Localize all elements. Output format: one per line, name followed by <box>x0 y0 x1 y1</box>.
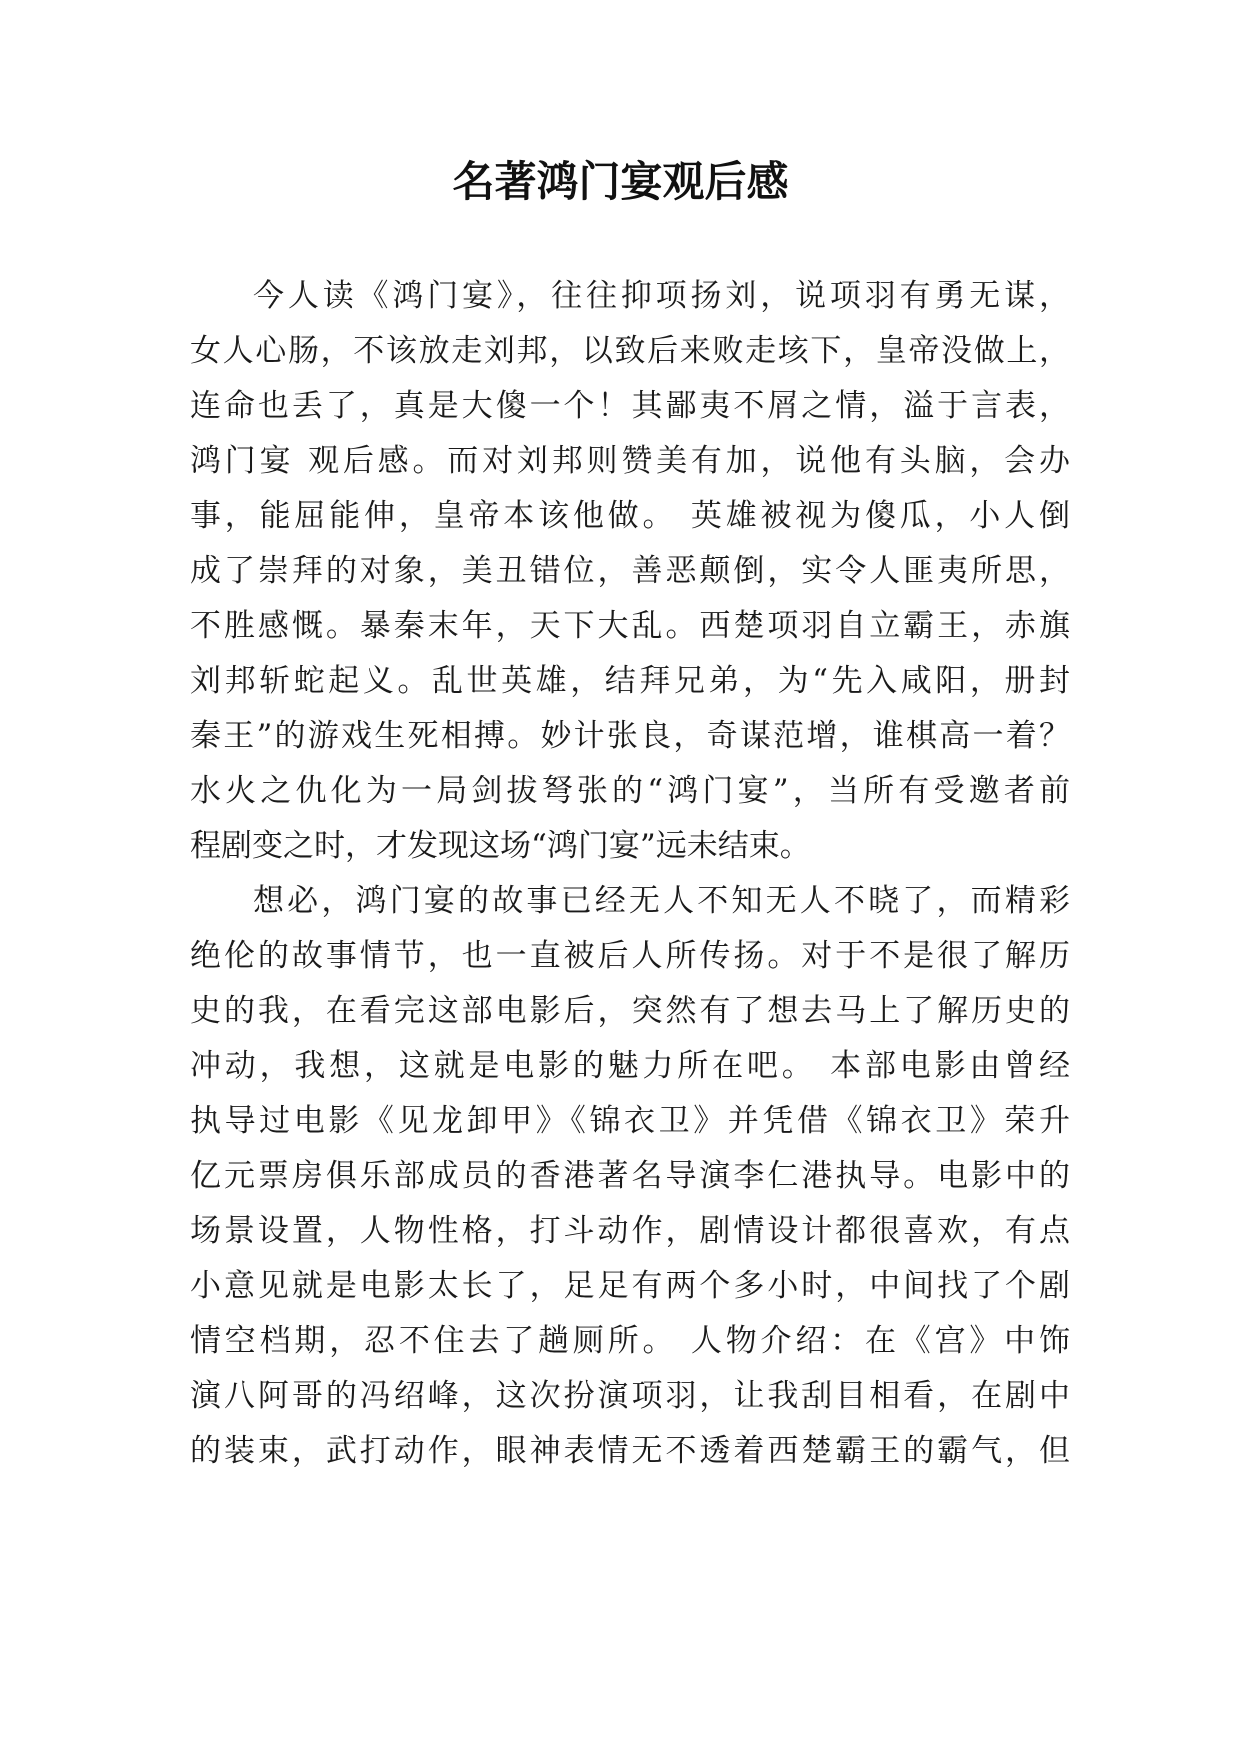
paragraph-2-line-2: 绝伦的故事情节，也一直被后人所传扬。对于不是很了解历 <box>190 938 1070 974</box>
paragraph-1-line-6: 成了崇拜的对象，美丑错位，善恶颠倒，实令人匪夷所思， <box>190 553 1070 589</box>
paragraph-1-line-4: 鸿门宴 观后感。而对刘邦则赞美有加，说他有头脑，会办 <box>190 443 1070 479</box>
document-title: 名著鸿门宴观后感 <box>452 157 789 206</box>
paragraph-2-line-5: 执导过电影《见龙卸甲》《锦衣卫》并凭借《锦衣卫》荣升 <box>190 1103 1070 1139</box>
paragraph-1-line-7: 不胜感慨。暴秦末年，天下大乱。西楚项羽自立霸王，赤旗 <box>190 608 1070 644</box>
paragraph-2-line-7: 场景设置，人物性格，打斗动作，剧情设计都很喜欢，有点 <box>190 1213 1070 1249</box>
paragraph-1-line-1: 今人读《鸿门宴》，往往抑项扬刘，说项羽有勇无谋， <box>253 278 1070 314</box>
paragraph-1-line-5: 事，能屈能伸，皇帝本该他做。 英雄被视为傻瓜，小人倒 <box>190 498 1070 534</box>
paragraph-1-line-9: 秦王”的游戏生死相搏。妙计张良，奇谋范增，谁棋高一着？ <box>190 718 1070 754</box>
paragraph-1-line-11: 程剧变之时，才发现这场“鸿门宴”远未结束。 <box>190 828 811 864</box>
paragraph-2-line-6: 亿元票房俱乐部成员的香港著名导演李仁港执导。电影中的 <box>190 1158 1070 1194</box>
paragraph-2-line-9: 情空档期，忍不住去了趟厕所。 人物介绍：在《宫》中饰 <box>190 1323 1070 1359</box>
paragraph-1-line-2: 女人心肠，不该放走刘邦，以致后来败走垓下，皇帝没做上， <box>190 333 1070 369</box>
paragraph-2-line-1: 想必，鸿门宴的故事已经无人不知无人不晓了，而精彩 <box>253 883 1070 919</box>
paragraph-2-line-4: 冲动，我想，这就是电影的魅力所在吧。 本部电影由曾经 <box>190 1048 1070 1084</box>
paragraph-2-line-3: 史的我，在看完这部电影后，突然有了想去马上了解历史的 <box>190 993 1070 1029</box>
paragraph-1-line-10: 水火之仇化为一局剑拔弩张的“鸿门宴”，当所有受邀者前 <box>190 773 1070 809</box>
paragraph-2-line-11: 的装束，武打动作，眼神表情无不透着西楚霸王的霸气，但 <box>190 1433 1070 1469</box>
paragraph-1-line-8: 刘邦斩蛇起义。乱世英雄，结拜兄弟，为“先入咸阳，册封 <box>190 663 1070 699</box>
paragraph-2-line-8: 小意见就是电影太长了，足足有两个多小时，中间找了个剧 <box>190 1268 1070 1304</box>
paragraph-2-line-10: 演八阿哥的冯绍峰，这次扮演项羽，让我刮目相看，在剧中 <box>190 1378 1070 1414</box>
paragraph-1-line-3: 连命也丢了，真是大傻一个！其鄙夷不屑之情，溢于言表， <box>190 388 1070 424</box>
